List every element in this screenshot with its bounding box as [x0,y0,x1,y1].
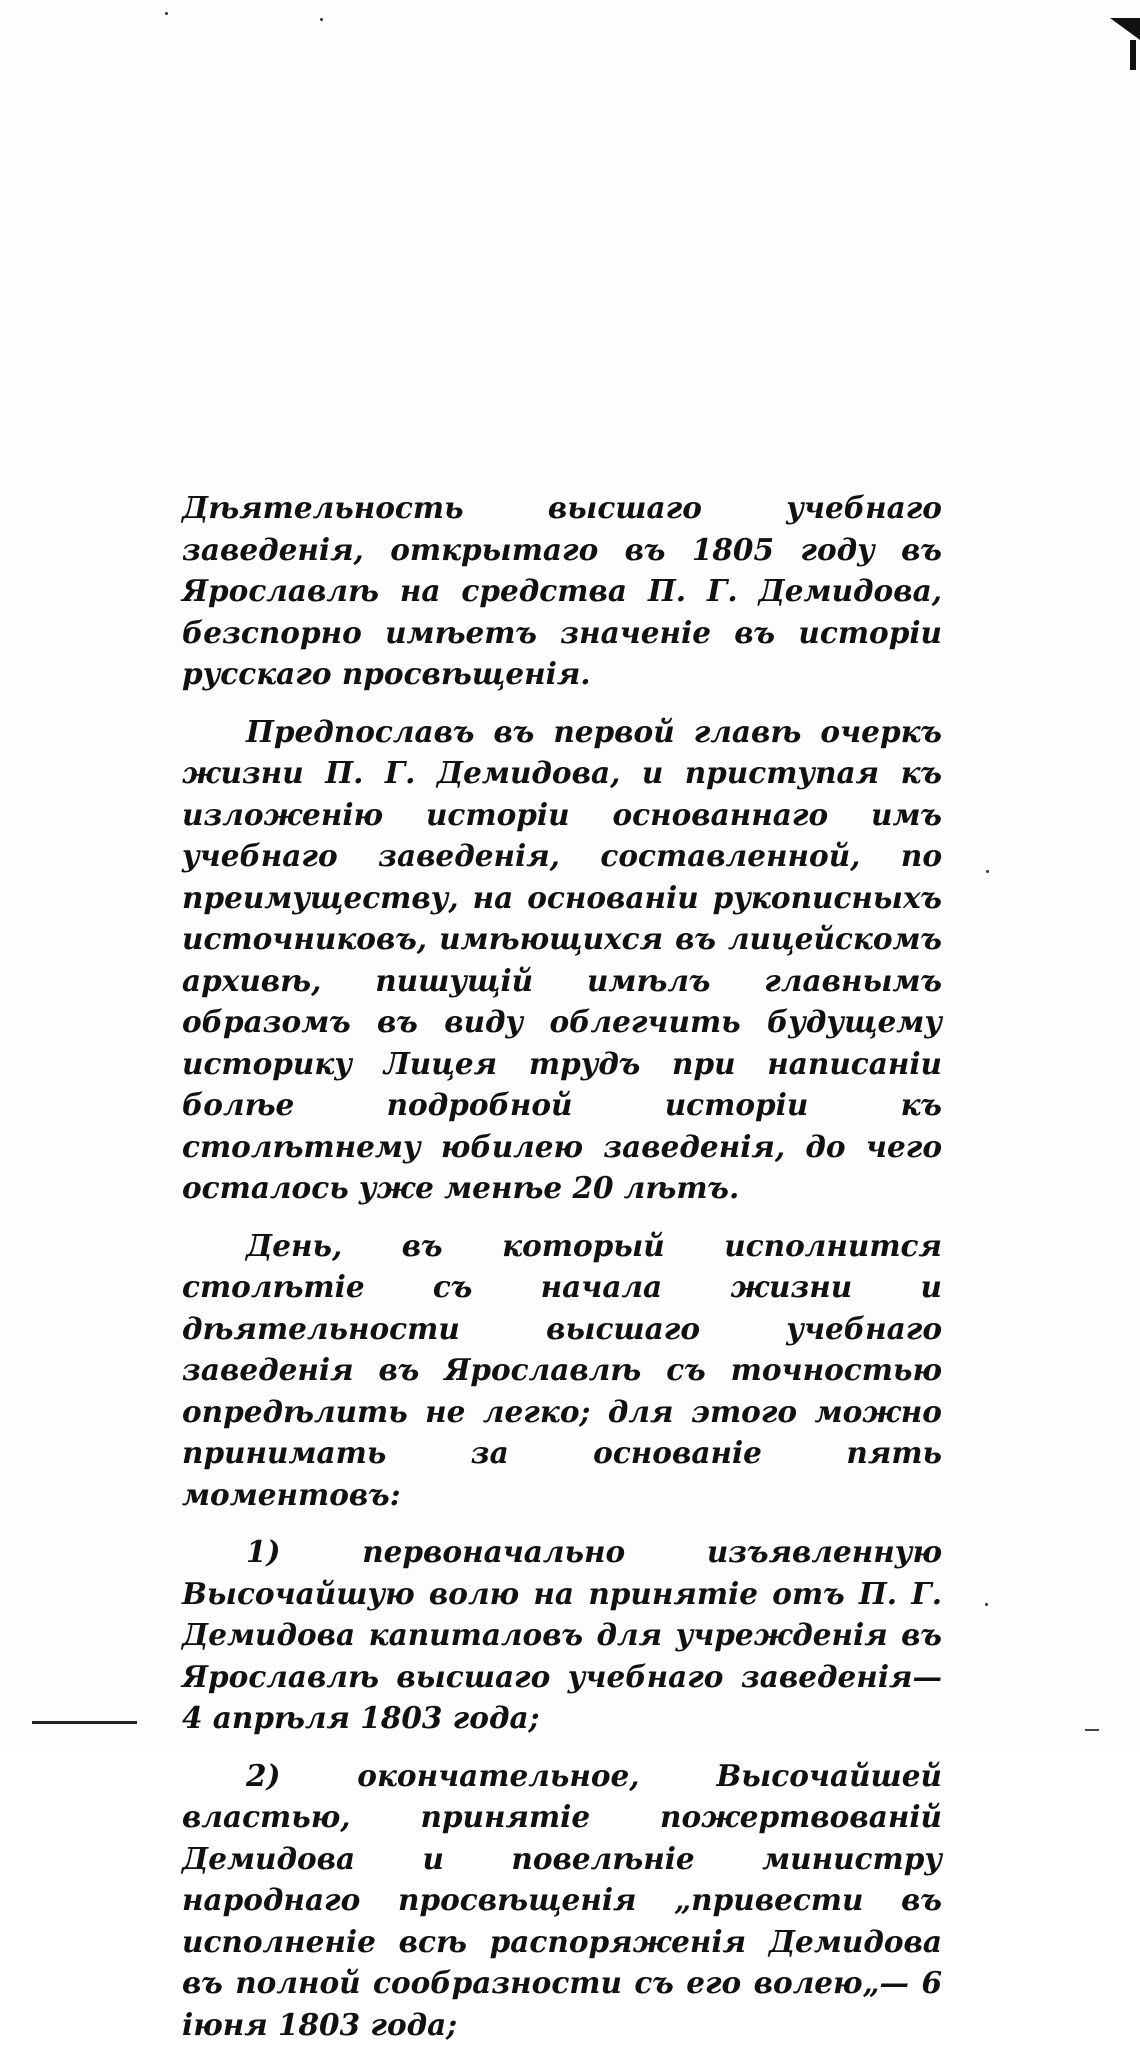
paragraph-purpose: Предпославъ въ первой главѣ очеркъ жизни П. Г. Демидова, и приступая къ изложенію исторіи основаннаго имъ учебнаго заведенія, составленной, по преимуществу, на основаніи рукописныхъ источниковъ, имѣющихся въ лицейскомъ архивѣ, пишущій имѣлъ главнымъ образомъ въ виду облегчить будущему историку Лицея трудъ при написаніи болѣе подробной исторіи къ столѣтнему юбилею заведенія, до чего осталось уже менѣе 20 лѣтъ. [182,713,942,1205]
paragraph-moment-1: 1) первоначально изъявленную Высочайшую волю на принятіе отъ П. Г. Демидова капиталовъ для учрежденія въ Ярославлѣ высшаго учебнаго заведенія— 4 апрѣля 1803 года; [182,1534,942,1735]
speck [165,12,168,15]
page-corner-mark-bar [1130,40,1136,70]
page-corner-mark [1110,18,1140,40]
speck [320,18,323,21]
speck [985,1603,988,1606]
paragraph-moment-2: 2) окончательное, Высочайшей властью, принятіе пожертвованій Демидова и повелѣніе министру народнаго просвѣщенія „привести въ исполненіе всѣ распоряженія Демидова въ полной сообразности съ его волею„— 6 іюня 1803 года; [182,1757,942,2042]
bottom-right-mark [1085,1729,1099,1731]
paragraph-intro: Дѣятельность высшаго учебнаго заведенія, открытаго въ 1805 году въ Ярославлѣ на средства П. Г. Демидова, безспорно имѣетъ значеніе въ исторіи русскаго просвѣщенія. [182,490,942,691]
bottom-left-rule [32,1721,137,1724]
paragraph-date-question: День, въ который исполнится столѣтіе съ начала жизни и дѣятельности высшаго учебнаго заведенія въ Ярославлѣ съ точностью опредѣлить не легко; для этого можно принимать за основаніе пять моментовъ: [182,1227,942,1512]
speck [986,870,989,873]
document-body [182,487,942,2061]
